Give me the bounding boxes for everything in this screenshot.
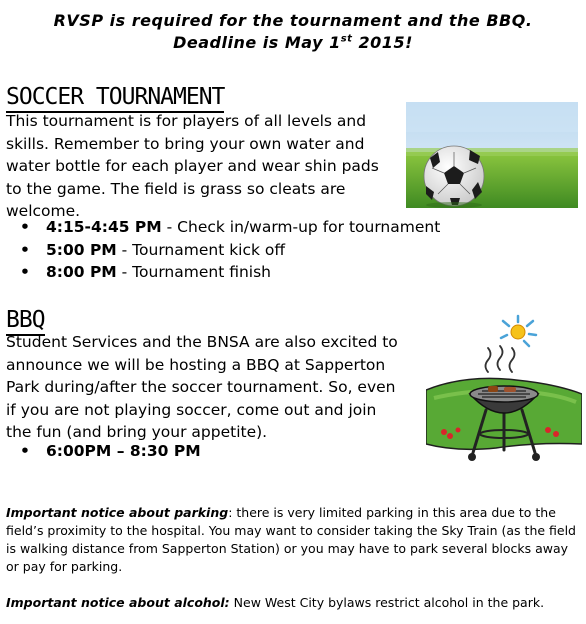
schedule-time: 5:00 PM [46, 240, 117, 259]
schedule-desc: - Check in/warm-up for tournament [161, 218, 441, 236]
bbq-heading: BBQ [6, 307, 45, 336]
parking-notice-text: : there is very limited parking in this area due to the field’s proximity to the hospital. You may want to consider taking the Sky Train (as the field is walking distance from Sapperton Station) or you may have to park several blocks away or pay for parking. [6, 505, 576, 574]
bbq-line: the fun (and bring your appetite). [6, 423, 268, 441]
schedule-desc: - Tournament kick off [116, 240, 286, 259]
parking-notice [6, 504, 580, 576]
bbq-line: Park during/after the soccer tournament. So, even [6, 378, 396, 396]
soccer-ball-image [406, 102, 578, 208]
parking-notice-label: Important notice about parking [6, 505, 229, 520]
alcohol-notice-label: Important notice about alcohol: [6, 595, 230, 610]
rsvp-line-1: RVSP is required for the tournament and the BBQ. [53, 11, 533, 30]
soccer-line: water bottle for each player and wear shin pads [6, 157, 379, 175]
bbq-schedule [20, 440, 201, 463]
bbq-grill-image [426, 314, 582, 466]
list-item [20, 261, 440, 284]
list-item [20, 239, 440, 262]
deadline-year: 2015! [352, 33, 413, 52]
soccer-line: to the game. The field is grass so cleats are [6, 179, 346, 198]
rsvp-notice [0, 10, 586, 54]
list-item [20, 440, 201, 463]
schedule-time: 8:00 PM [46, 263, 117, 281]
bbq-line: announce we will be hosting a BBQ at Sapperton [6, 355, 386, 374]
deadline-suffix: st [340, 33, 353, 45]
deadline-text: Deadline is May 1 [173, 33, 341, 52]
schedule-time: 6:00PM – 8:30 PM [46, 442, 201, 460]
schedule-time: 4:15-4:45 PM [46, 218, 162, 236]
soccer-line: welcome. [6, 202, 81, 220]
bbq-line: if you are not playing soccer, come out and join [6, 400, 377, 419]
list-item [20, 216, 440, 239]
sun-icon [501, 316, 536, 346]
soccer-line: This tournament is for players of all levels and [6, 112, 367, 130]
soccer-schedule [20, 216, 440, 284]
bbq-line: Student Services and the BNSA are also excited to [6, 333, 398, 351]
schedule-desc: - Tournament finish [116, 263, 272, 281]
alcohol-notice-text: New West City bylaws restrict alcohol in the park. [229, 595, 545, 610]
rsvp-line-2 [0, 32, 586, 54]
soccer-description [6, 110, 379, 223]
soccer-heading: SOCCER TOURNAMENT [6, 84, 224, 113]
alcohol-notice [6, 594, 580, 612]
soccer-line: skills. Remember to bring your own water and [6, 134, 365, 153]
bbq-description [6, 331, 398, 444]
